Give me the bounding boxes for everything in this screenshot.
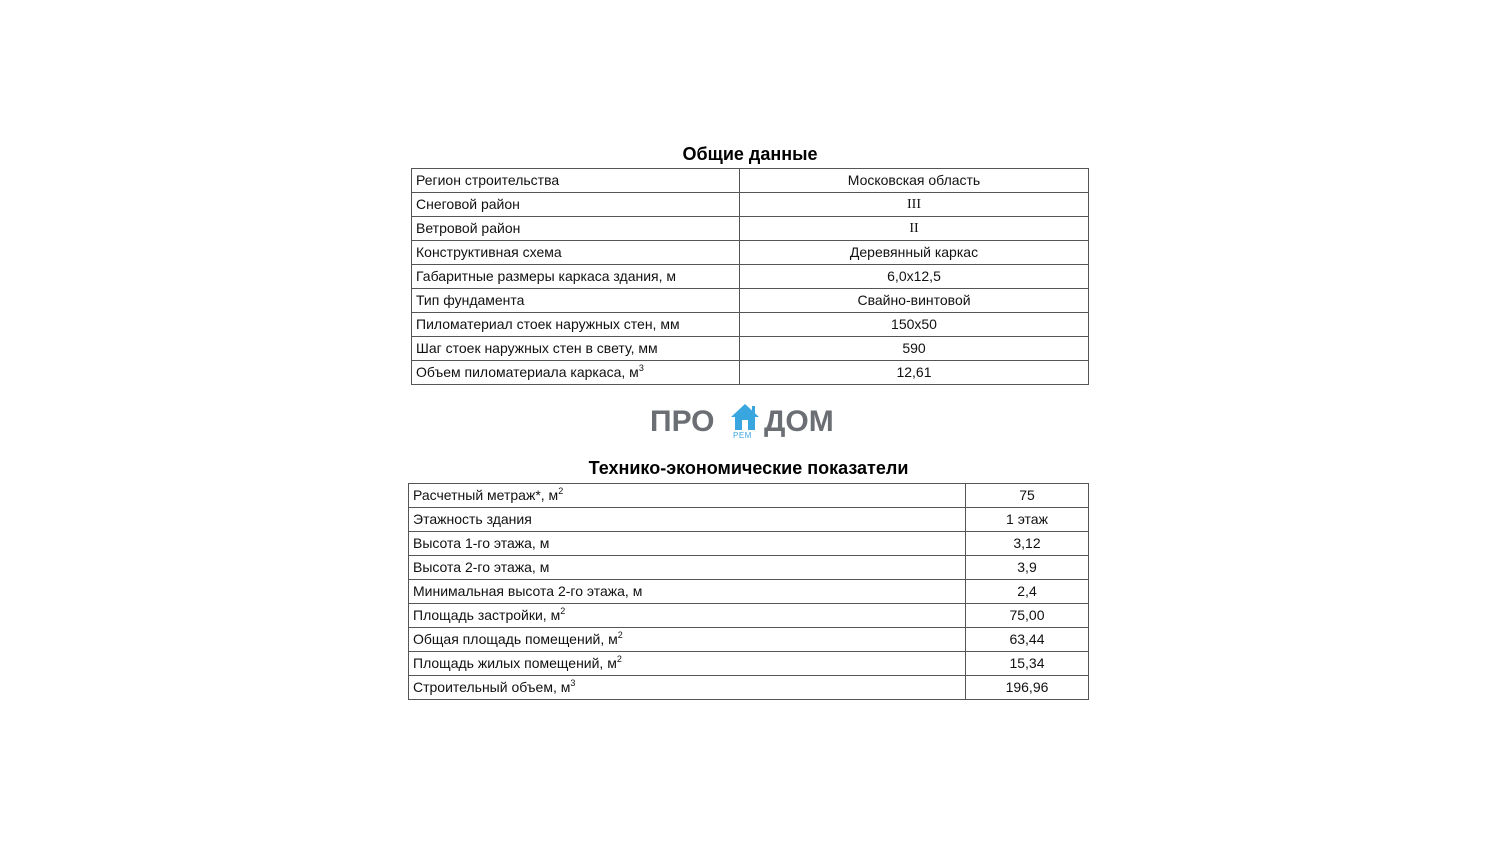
logo-sub: РЕМ [733,431,752,440]
table-row [409,556,1089,580]
row-value: 12,61 [740,361,1089,385]
unit-superscript: 2 [616,654,622,664]
unit-superscript: 3 [570,678,576,688]
row-label: Площадь застройки, м [413,607,561,623]
row-label: Регион строительства [412,169,740,193]
table-row [409,652,1089,676]
indicators-title: Технико-экономические показатели [588,458,909,478]
row-value: Свайно-винтовой [740,289,1089,313]
table-row [412,169,1089,193]
table-row [412,265,1089,289]
table-row [409,676,1089,700]
table-row [412,361,1089,385]
row-label: Объем пиломатериала каркаса, м [416,364,639,380]
table-row [409,532,1089,556]
row-label: Шаг стоек наружных стен в свету, мм [412,337,740,361]
row-label: Пиломатериал стоек наружных стен, мм [412,313,740,337]
row-value: 196,96 [966,676,1089,700]
prodom-logo [650,402,850,444]
row-value: 590 [740,337,1089,361]
row-label: Снеговой район [412,193,740,217]
row-label: Этажность здания [409,508,966,532]
row-value: 3,9 [966,556,1089,580]
row-value: 15,34 [966,652,1089,676]
indicators-table [408,483,1089,700]
table-row [412,193,1089,217]
row-label: Высота 2-го этажа, м [409,556,966,580]
row-value: Деревянный каркас [740,241,1089,265]
table-row [412,313,1089,337]
table-row [412,337,1089,361]
general-data-table [411,168,1089,385]
row-value: Московская область [740,169,1089,193]
row-label: Тип фундамента [412,289,740,313]
general-data-title: Общие данные [682,144,818,164]
row-label: Конструктивная схема [412,241,740,265]
table-row [409,604,1089,628]
row-value: 1 этаж [966,508,1089,532]
row-label-cell [409,652,966,676]
row-value: 75 [966,484,1089,508]
table-row [409,580,1089,604]
row-label: Общая площадь помещений, м [413,631,618,647]
house-icon [730,402,760,432]
unit-superscript: 3 [638,363,644,373]
table-row [409,628,1089,652]
row-value: 150x50 [740,313,1089,337]
row-label: Высота 1-го этажа, м [409,532,966,556]
row-value: III [740,193,1089,217]
table-row [409,508,1089,532]
row-label: Площадь жилых помещений, м [413,655,617,671]
row-label: Строительный объем, м [413,679,571,695]
table-row [409,484,1089,508]
row-value: 2,4 [966,580,1089,604]
table-row [412,217,1089,241]
row-value: 3,12 [966,532,1089,556]
row-label-cell [409,484,966,508]
logo-word-left: ПРО [650,405,715,438]
row-label: Ветровой район [412,217,740,241]
row-value: 63,44 [966,628,1089,652]
row-label-cell [412,361,740,385]
row-label: Расчетный метраж*, м [413,487,559,503]
row-label-cell [409,676,966,700]
row-label-cell [409,628,966,652]
unit-superscript: 2 [560,606,566,616]
table-row [412,241,1089,265]
row-value: 6,0x12,5 [740,265,1089,289]
unit-superscript: 2 [617,630,623,640]
row-label: Габаритные размеры каркаса здания, м [412,265,740,289]
table-row [412,289,1089,313]
unit-superscript: 2 [558,486,564,496]
logo-word-right: ДОМ [764,405,834,438]
row-value: 75,00 [966,604,1089,628]
row-label-cell [409,604,966,628]
row-value: II [740,217,1089,241]
row-label: Минимальная высота 2-го этажа, м [409,580,966,604]
